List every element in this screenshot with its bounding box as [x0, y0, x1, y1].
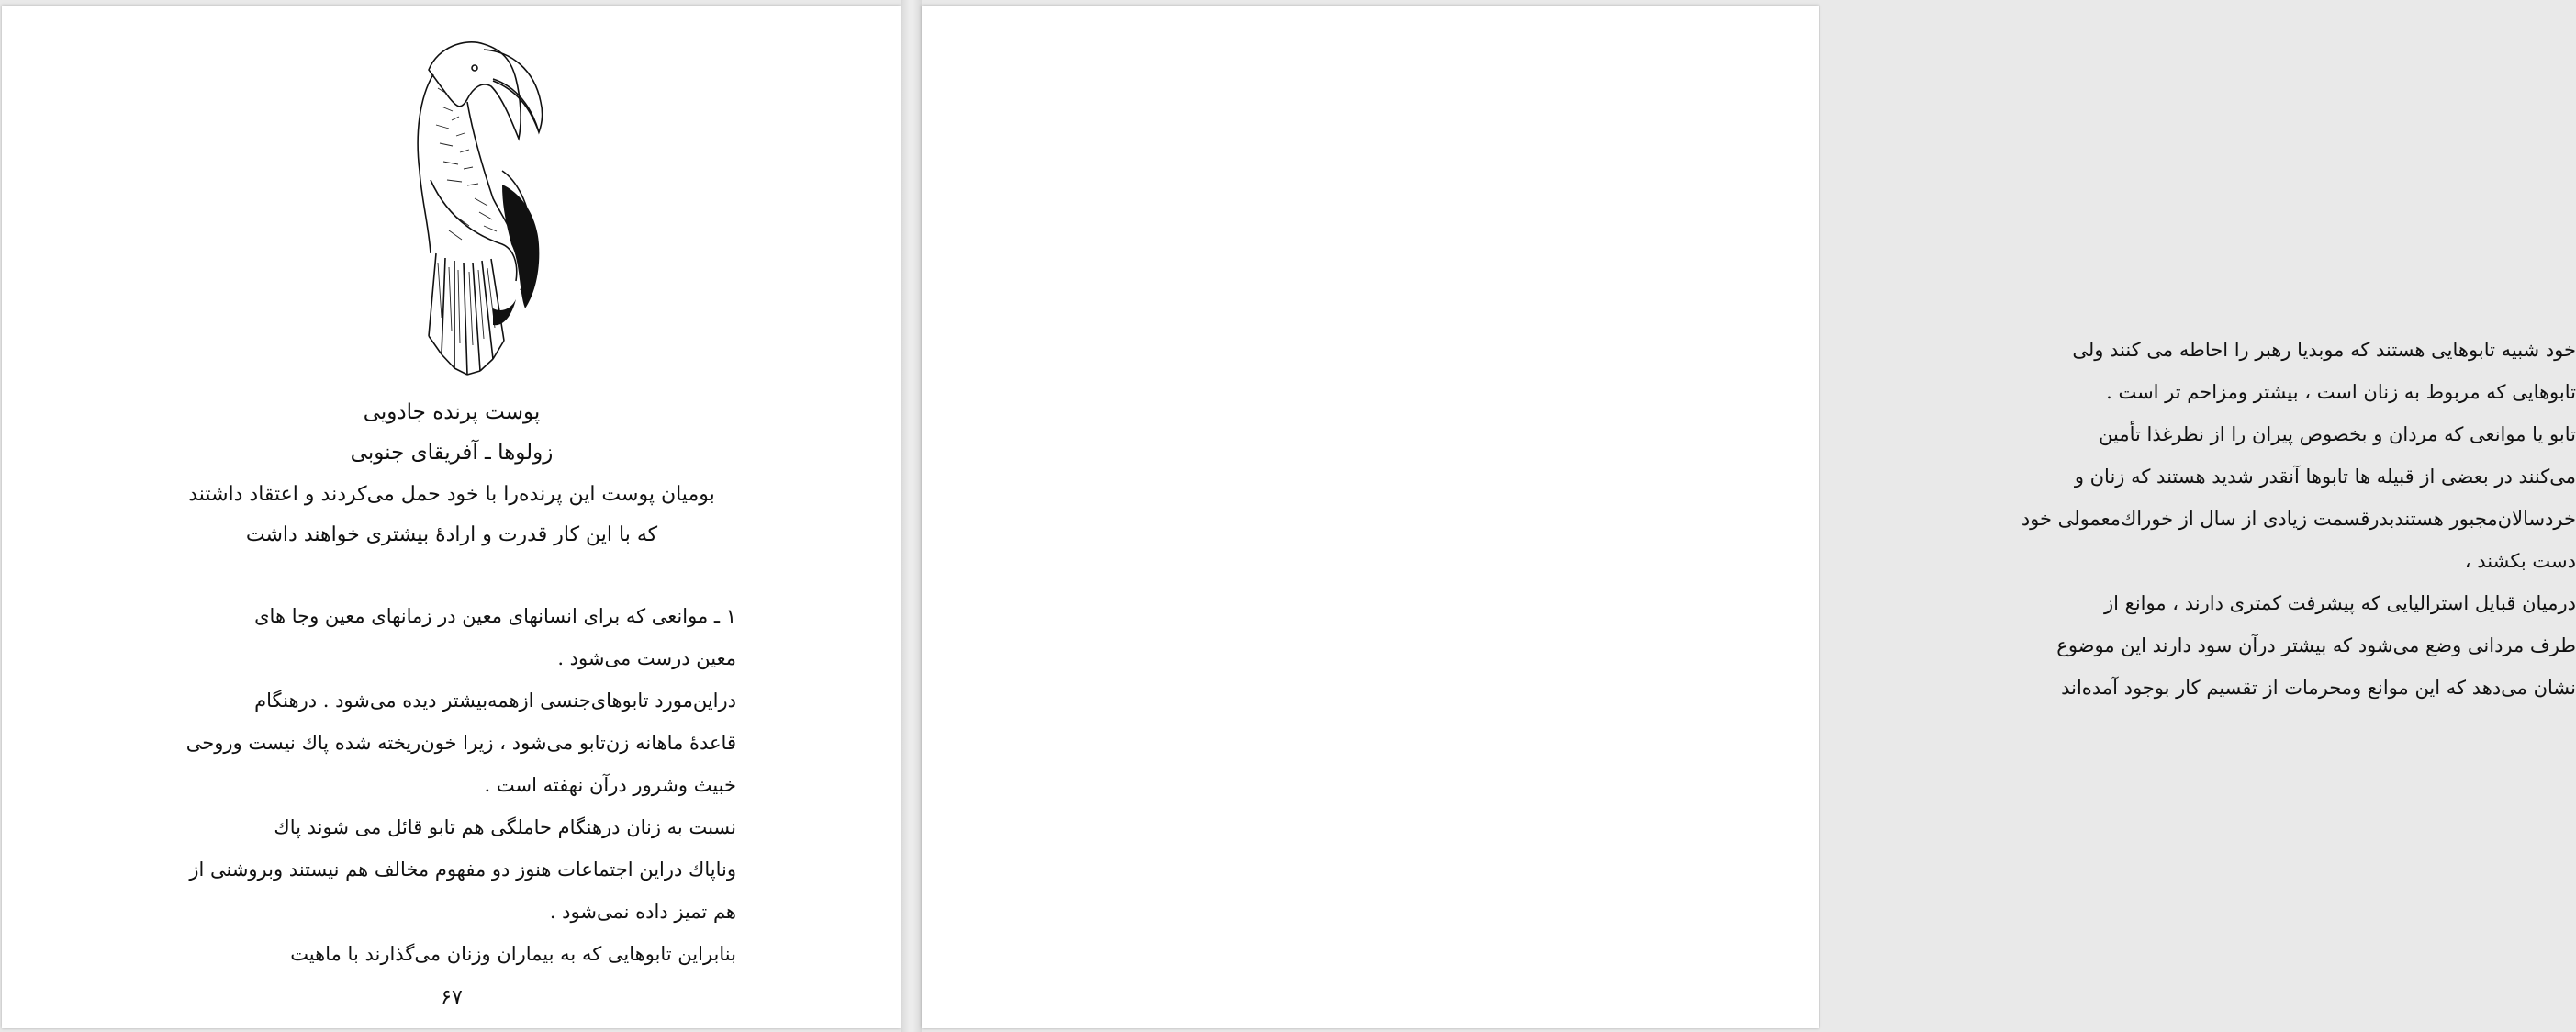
text-line: خبیث وشرور در‌آن نهفته است .: [484, 774, 736, 796]
caption-title: پوست پرنده جادویی: [363, 400, 541, 424]
left-page: [2, 6, 901, 1028]
text-line: دست بکشند ،: [2464, 550, 2576, 572]
book-gutter: [901, 0, 922, 1032]
text-line: خردسالان‌مجبور هستندبدرقسمت زیادی از سال از خوراك‌معمولی خود: [2021, 508, 2576, 530]
text-line: قاعدهٔ ماهانه زن‌تابو می‌شود ، زیرا خون‌ریخته شده پاك نیست وروحی: [185, 732, 736, 754]
text-line: می‌کنند در بعضی از قبیله ها تابوها آنقدر شدید هستند که زنان و: [2074, 466, 2576, 488]
text-line: طرف مردانی وضع می‌شود که بیشتر درآن سود دارند این موضوع: [2056, 634, 2576, 656]
text-line: دراین‌مورد تابوهای‌جنسی ازهمه‌بیشتر دیده می‌شود . درهنگام: [254, 690, 736, 712]
text-line: بنابراین تابوهایی که به بیماران وزنان می‌گذارند با ماهیت: [290, 943, 736, 965]
bird-skin-icon: [364, 33, 548, 391]
left-page-body: [172, 595, 736, 975]
text-line: هم تمیز داده نمی‌شود .: [549, 901, 736, 923]
text-line: نشان می‌دهد که این موانع ومحرمات از تقسیم کار بوجود آمده‌اند: [2061, 677, 2576, 699]
text-line: خود شبیه تابوهایی هستند که موبدیا رهبر را احاطه می کنند ولی: [2072, 339, 2576, 361]
caption-subtitle: زولوها ـ آفریقای جنوبی: [350, 441, 554, 465]
text-line: ۱ ـ موانعی که برای انسانهای معین در زمانهای معین وجا های: [254, 605, 736, 627]
text-line: نسبت به زنان درهنگام حاملگی هم تابو قائل می شوند پاك: [274, 816, 736, 838]
caption-line: که با این کار قدرت و ارادهٔ بیشتری خواهند داشت: [245, 523, 658, 546]
text-line: درمیان قبایل استرالیایی که پیشرفت کمتری دارند ، موانع از: [2104, 592, 2576, 614]
right-page: [922, 6, 2576, 1028]
text-line: وناپاك دراین اجتماعات هنوز دو مفهوم مخالف هم نیستند وبروشنی از: [189, 858, 736, 881]
page-number: ۶۷: [441, 986, 463, 1009]
text-line: تابوهایی که مربوط به زنان است ، بیشتر ومزاحم تر است .: [2106, 381, 2576, 403]
text-line: تابو یا موانعی که مردان و بخصوص پیران را از نظرغذا تأمین: [2099, 423, 2576, 445]
caption-line: بومیان پوست این پرنده‌را با خود حمل می‌کردند و اعتقاد داشتند: [188, 483, 715, 506]
text-line: معین درست می‌شود .: [557, 647, 736, 669]
right-page-body: [2009, 329, 2576, 709]
